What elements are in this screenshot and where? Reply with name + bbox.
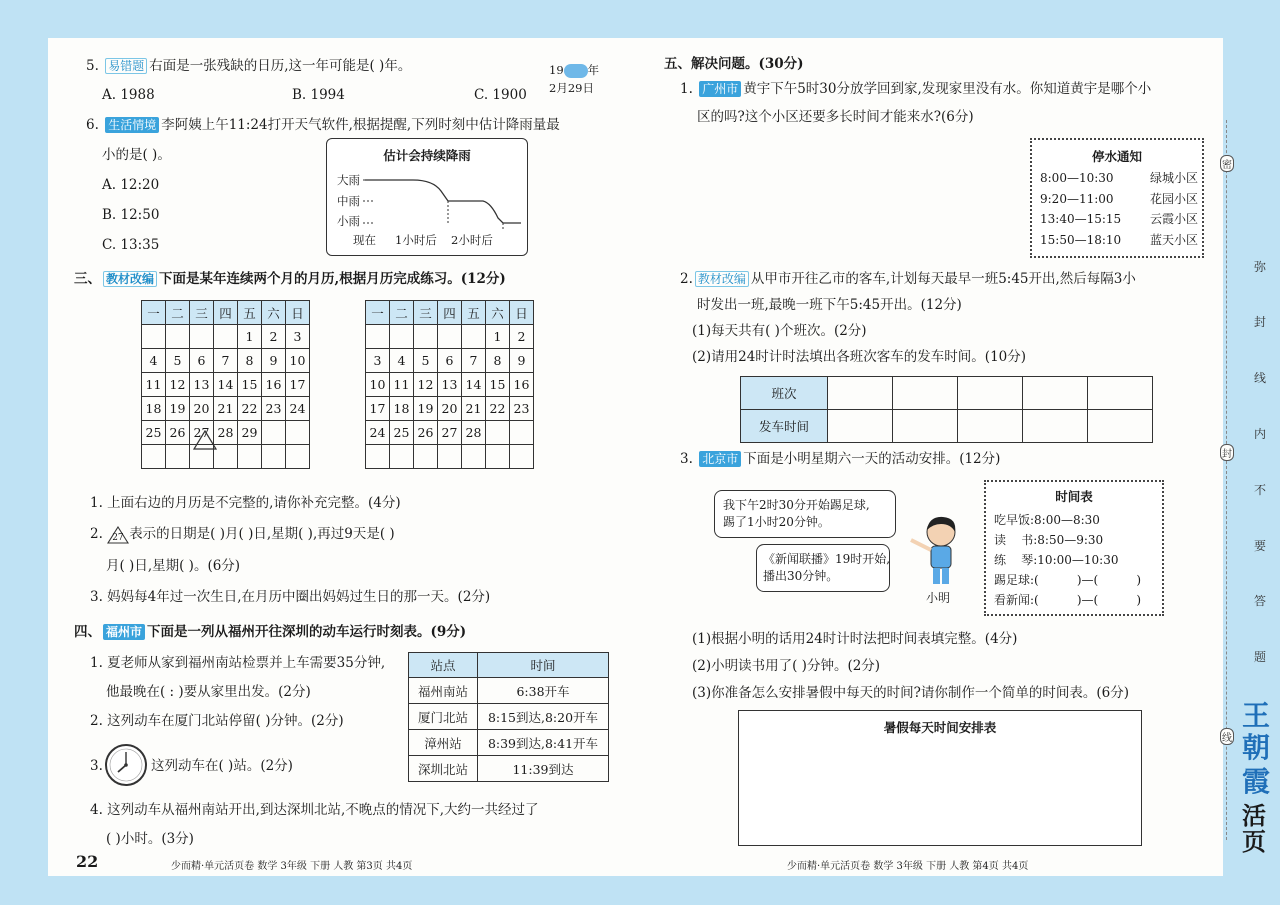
calendar-day-cell[interactable]: 22 <box>486 397 510 421</box>
calendar-day-cell[interactable]: 25 <box>142 421 166 445</box>
weekday-header: 二 <box>166 301 190 325</box>
calendar-day-cell[interactable] <box>214 325 238 349</box>
calendar-day-cell[interactable]: 18 <box>142 397 166 421</box>
calendar-day-cell[interactable]: 9 <box>262 349 286 373</box>
q6-line1 <box>86 116 560 134</box>
p3-sub1: (1)根据小明的话用24时计时法把时间表填完整。(4分) <box>692 631 1018 647</box>
calendar-day-cell[interactable] <box>238 445 262 469</box>
bus-row-label-trips: 班次 <box>741 377 828 410</box>
weekday-header: 六 <box>486 301 510 325</box>
calendar-day-cell[interactable]: 14 <box>462 373 486 397</box>
bus-cell[interactable] <box>828 410 893 443</box>
weekday-header: 五 <box>238 301 262 325</box>
water-notice-row <box>1040 209 1198 230</box>
calendar-day-cell[interactable]: 4 <box>142 349 166 373</box>
bus-schedule-table <box>740 376 1153 443</box>
bubble-football-text <box>723 497 870 531</box>
q5-option-a: A. 1988 <box>102 87 155 103</box>
calendar-day-cell[interactable]: 6 <box>438 349 462 373</box>
p2-line2: 时发出一班,最晚一班下午5:45开出。(12分) <box>697 297 962 313</box>
calendar-day-cell[interactable]: 11 <box>142 373 166 397</box>
section3-sub2-text: 表示的日期是( )月( )日,星期( ),再过9天是( ) <box>129 526 395 542</box>
timetable-header: 时间 <box>478 653 609 678</box>
q5-text: 右面是一张残缺的日历,这一年可能是( )年。 <box>149 58 412 74</box>
calendar-day-cell[interactable] <box>286 445 310 469</box>
water-notice-row <box>1040 230 1198 251</box>
q5-line <box>86 57 411 75</box>
calendar-day-cell[interactable] <box>366 325 390 349</box>
rain-curve <box>363 173 523 233</box>
calendar-day-cell[interactable] <box>142 325 166 349</box>
brand-char: 朝 <box>1242 731 1271 764</box>
timetable-cell: 11:39到达 <box>478 756 609 782</box>
clock-icon <box>104 743 148 787</box>
section4-tag: 福州市 <box>103 624 145 640</box>
calendar-day-cell[interactable]: 27 <box>438 421 462 445</box>
section5-heading: 五、解决问题。(30分) <box>664 56 804 72</box>
seal-line-char: 封 <box>1254 315 1267 329</box>
torn-calendar-year: 19 <box>549 63 564 77</box>
bubble-football-line1: 我下午2时30分开始踢足球, <box>723 498 870 512</box>
torn-calendar <box>549 61 599 97</box>
calendar-day-cell[interactable]: 23 <box>510 397 534 421</box>
calendar-day-cell[interactable]: 24 <box>366 421 390 445</box>
p3-tag: 北京市 <box>699 451 741 467</box>
q6-option-b: B. 12:50 <box>102 207 160 223</box>
section4-q3-text: 这列动车在( )站。(2分) <box>151 758 293 774</box>
q6-option-a: A. 12:20 <box>102 177 160 193</box>
schedule-row: 看新闻:( )—( ) <box>994 593 1142 607</box>
triangle-mark <box>193 430 217 450</box>
torn-calendar-date: 2月29日 <box>549 81 594 95</box>
speech-bubble-football <box>714 490 896 538</box>
calendar-day-cell[interactable] <box>390 325 414 349</box>
weekday-header: 日 <box>286 301 310 325</box>
brand-char: 页 <box>1242 827 1266 856</box>
weekday-header: 四 <box>438 301 462 325</box>
calendar-day-cell[interactable]: 7 <box>462 349 486 373</box>
section4-q3 <box>90 757 103 775</box>
weekday-header: 六 <box>262 301 286 325</box>
rain-y-label-heavy: 大雨 <box>337 173 360 187</box>
section4-q1-line1: 1. 夏老师从家到福州南站检票并上车需要35分钟, <box>90 655 386 671</box>
bubble-news-line2: 播出30分钟。 <box>763 569 839 583</box>
bus-cell[interactable] <box>1088 377 1153 410</box>
water-notice-row <box>1040 189 1198 210</box>
notice-time: 9:20—11:00 <box>1040 191 1114 206</box>
calendar-day-cell[interactable]: 5 <box>166 349 190 373</box>
seal-mark: 线 <box>1220 728 1234 745</box>
schedule-row: 踢足球:( )—( ) <box>994 573 1142 587</box>
q5-number: 5. <box>86 58 99 74</box>
calendar-day-cell[interactable] <box>390 445 414 469</box>
section4-q4-line1: 4. 这列动车从福州南站开出,到达深圳北站,不晚点的情况下,大约一共经过了 <box>90 802 539 818</box>
rain-x-label-1h: 1小时后 <box>395 233 437 247</box>
notice-community: 绿城小区 <box>1149 171 1198 185</box>
bus-cell[interactable] <box>893 377 958 410</box>
section3-sub2-num: 2. <box>90 526 103 542</box>
notice-time: 15:50—18:10 <box>1040 232 1122 247</box>
torn-patch <box>564 64 588 78</box>
calendar-day-cell[interactable]: 1 <box>486 325 510 349</box>
bus-cell[interactable] <box>1088 410 1153 443</box>
q6-line2: 小的是( )。 <box>102 147 171 163</box>
triangle-number: 27 <box>112 532 124 543</box>
calendar-day-cell[interactable]: 24 <box>286 397 310 421</box>
footer-right: 少而精·单元活页卷 数学 3年级 下册 人教 第4页 共4页 <box>787 861 1029 872</box>
section4-number: 四、 <box>74 624 101 640</box>
calendar-day-cell[interactable] <box>510 421 534 445</box>
daily-schedule-title: 时间表 <box>1055 489 1093 504</box>
calendar-day-cell[interactable] <box>414 325 438 349</box>
p3-sub2: (2)小明读书用了( )分钟。(2分) <box>692 658 881 674</box>
speech-bubble-news <box>756 544 890 592</box>
calendar-day-cell[interactable]: 23 <box>262 397 286 421</box>
rain-x-label-2h: 2小时后 <box>451 233 493 247</box>
water-notice-row <box>1040 168 1198 189</box>
notice-time: 13:40—15:15 <box>1040 212 1122 226</box>
water-notice-title: 停水通知 <box>1091 149 1142 164</box>
notice-community: 蓝天小区 <box>1149 232 1198 247</box>
calendar-day-cell[interactable]: 20 <box>190 397 214 421</box>
calendar-day-cell[interactable]: 12 <box>414 373 438 397</box>
brand-char: 王 <box>1242 699 1271 732</box>
calendar-day-cell[interactable]: 17 <box>286 373 310 397</box>
weekday-header: 三 <box>414 301 438 325</box>
section3-number: 三、 <box>74 271 101 287</box>
boy-name: 小明 <box>926 591 951 605</box>
weekday-header: 一 <box>366 301 390 325</box>
calendar-day-cell[interactable]: 22 <box>238 397 262 421</box>
p2-sub2: (2)请用24时计时法填出各班次客车的发车时间。(10分) <box>692 349 1027 365</box>
brand-char: 活 <box>1242 801 1266 830</box>
schedule-row: 读 书:8:50—9:30 <box>994 533 1104 547</box>
timetable-cell: 8:15到达,8:20开车 <box>478 704 609 730</box>
seal-line-char: 要 <box>1254 539 1267 553</box>
section4-q4-line2: ( )小时。(3分) <box>106 831 194 847</box>
timetable-cell: 厦门北站 <box>409 704 478 730</box>
summer-schedule-box[interactable] <box>738 710 1142 846</box>
p1-line2: 区的吗?这个小区还要多长时间才能来水?(6分) <box>697 109 974 125</box>
calendar-day-cell[interactable]: 12 <box>166 373 190 397</box>
weekday-header: 三 <box>190 301 214 325</box>
seal-line-char: 题 <box>1254 650 1267 664</box>
section3-tag: 教材改编 <box>103 271 157 287</box>
footer-left: 少而精·单元活页卷 数学 3年级 下册 人教 第3页 共4页 <box>171 861 413 872</box>
p2-sub1: (1)每天共有( )个班次。(2分) <box>692 323 867 339</box>
section3-sub2-cont: 月( )日,星期( )。(6分) <box>106 558 241 574</box>
weekday-header: 五 <box>462 301 486 325</box>
train-timetable <box>408 652 609 782</box>
p3-number: 3. <box>680 451 693 467</box>
calendar-day-cell[interactable]: 3 <box>366 349 390 373</box>
section3-heading <box>74 270 506 288</box>
section3-sub2 <box>90 525 395 544</box>
page-number-left: 22 <box>76 852 99 871</box>
seal-line-char: 答 <box>1254 594 1267 608</box>
weekday-header: 二 <box>390 301 414 325</box>
timetable-cell: 6:38开车 <box>478 678 609 704</box>
calendar-day-cell[interactable] <box>486 445 510 469</box>
calendar-day-cell[interactable]: 9 <box>510 349 534 373</box>
calendar-day-cell[interactable] <box>190 325 214 349</box>
notice-community: 云霞小区 <box>1149 212 1198 226</box>
p2-tag: 教材改编 <box>695 271 749 287</box>
calendar-day-cell[interactable] <box>438 445 462 469</box>
p2-number: 2. <box>680 271 693 287</box>
calendar-day-cell[interactable]: 11 <box>390 373 414 397</box>
section3-text: 下面是某年连续两个月的月历,根据月历完成练习。(12分) <box>159 271 506 287</box>
calendar-day-cell[interactable]: 21 <box>462 397 486 421</box>
calendar-day-cell[interactable]: 3 <box>286 325 310 349</box>
section4-heading <box>74 623 466 641</box>
calendar-day-cell[interactable]: 5 <box>414 349 438 373</box>
section4-q1-line2: 他最晚在( : )要从家里出发。(2分) <box>106 684 311 700</box>
calendar-day-cell[interactable]: 18 <box>390 397 414 421</box>
q6-number: 6. <box>86 117 99 133</box>
seal-line-char: 线 <box>1254 371 1267 385</box>
bus-cell[interactable] <box>958 410 1023 443</box>
timetable-cell: 漳州站 <box>409 730 478 756</box>
timetable-cell: 深圳北站 <box>409 756 478 782</box>
calendar-day-cell[interactable]: 13 <box>438 373 462 397</box>
calendar-day-cell[interactable]: 10 <box>286 349 310 373</box>
calendar-day-cell[interactable]: 21 <box>214 397 238 421</box>
bus-cell[interactable] <box>828 377 893 410</box>
calendar-day-cell[interactable]: 6 <box>190 349 214 373</box>
brand-char: 霞 <box>1242 765 1271 798</box>
calendar-day-cell[interactable]: 16 <box>510 373 534 397</box>
calendar-day-cell[interactable] <box>366 445 390 469</box>
seal-line-char: 不 <box>1254 483 1267 497</box>
calendar-day-cell[interactable]: 27 <box>190 421 214 445</box>
calendar-day-cell[interactable]: 17 <box>366 397 390 421</box>
p1-text: 黄宇下午5时30分放学回到家,发现家里没有水。你知道黄宇是哪个小 <box>743 81 1152 97</box>
rain-x-label-now: 现在 <box>353 233 376 247</box>
q5-option-b: B. 1994 <box>292 87 345 103</box>
triangle-icon <box>107 526 129 544</box>
section3-sub3: 3. 妈妈每4年过一次生日,在月历中圈出妈妈过生日的那一天。(2分) <box>90 589 491 605</box>
calendar-day-cell[interactable] <box>142 445 166 469</box>
calendar-right <box>365 300 534 469</box>
schedule-row: 练 琴:10:00—10:30 <box>994 553 1119 567</box>
p1-number: 1. <box>680 81 693 97</box>
calendar-day-cell[interactable]: 4 <box>390 349 414 373</box>
p3-line <box>680 450 1000 468</box>
rain-chart-title: 估计会持续降雨 <box>383 148 471 163</box>
calendar-day-cell[interactable]: 1 <box>238 325 262 349</box>
calendar-day-cell[interactable]: 13 <box>190 373 214 397</box>
calendar-day-cell[interactable]: 2 <box>510 325 534 349</box>
torn-calendar-year-suffix: 年 <box>587 63 600 77</box>
seal-line-char: 内 <box>1254 427 1267 441</box>
notice-community: 花园小区 <box>1149 191 1198 206</box>
calendar-day-cell[interactable] <box>166 325 190 349</box>
weekday-header: 一 <box>142 301 166 325</box>
calendar-day-cell[interactable]: 10 <box>366 373 390 397</box>
rain-chart <box>326 138 528 256</box>
calendar-day-cell[interactable]: 26 <box>166 421 190 445</box>
calendar-day-cell[interactable]: 14 <box>214 373 238 397</box>
calendar-day-cell[interactable] <box>262 421 286 445</box>
calendar-day-cell[interactable]: 7 <box>214 349 238 373</box>
section4-q2: 2. 这列动车在厦门北站停留( )分钟。(2分) <box>90 713 344 729</box>
weekday-header: 四 <box>214 301 238 325</box>
section4-text: 下面是一列从福州开往深圳的动车运行时刻表。(9分) <box>147 624 467 640</box>
p3-sub3: (3)你准备怎么安排暑假中每天的时间?请你制作一个简单的时间表。(6分) <box>692 685 1129 701</box>
boy-illustration <box>905 512 969 586</box>
daily-schedule <box>984 480 1164 616</box>
seal-line-char: 弥 <box>1254 260 1267 274</box>
rain-y-label-light: 小雨 <box>337 214 360 228</box>
calendar-day-cell[interactable] <box>414 445 438 469</box>
q6-text: 李阿姨上午11:24打开天气软件,根据提醒,下列时刻中估计降雨量最 <box>161 117 560 133</box>
calendar-left <box>141 300 310 469</box>
calendar-day-cell[interactable]: 20 <box>438 397 462 421</box>
calendar-day-cell[interactable]: 25 <box>390 421 414 445</box>
daily-schedule-rows <box>994 510 1141 610</box>
p1-line1 <box>680 80 1151 98</box>
timetable-cell: 8:39到达,8:41开车 <box>478 730 609 756</box>
calendar-day-cell[interactable]: 26 <box>414 421 438 445</box>
calendar-day-cell[interactable]: 15 <box>238 373 262 397</box>
calendar-day-cell[interactable] <box>166 445 190 469</box>
p2-text: 从甲市开往乙市的客车,计划每天最早一班5:45开出,然后每隔3小 <box>750 271 1136 287</box>
calendar-day-cell[interactable]: 15 <box>486 373 510 397</box>
seal-mark: 密 <box>1220 155 1234 172</box>
bus-cell[interactable] <box>958 377 1023 410</box>
calendar-day-cell[interactable] <box>262 445 286 469</box>
calendar-day-cell[interactable]: 29 <box>238 421 262 445</box>
q5-tag: 易错题 <box>105 58 147 74</box>
calendar-day-cell[interactable]: 19 <box>166 397 190 421</box>
bus-row-label-time: 发车时间 <box>741 410 828 443</box>
bubble-football-line2: 踢了1小时20分钟。 <box>723 515 830 529</box>
calendar-day-cell[interactable]: 8 <box>486 349 510 373</box>
bus-cell[interactable] <box>1023 410 1088 443</box>
q5-option-c: C. 1900 <box>474 87 527 103</box>
schedule-row: 吃早饭:8:00—8:30 <box>994 513 1100 527</box>
p2-line1 <box>680 270 1136 288</box>
calendar-day-cell[interactable]: 28 <box>462 421 486 445</box>
p3-text: 下面是小明星期六一天的活动安排。(12分) <box>743 451 1001 467</box>
calendar-day-cell[interactable] <box>438 325 462 349</box>
bus-cell[interactable] <box>1023 377 1088 410</box>
calendar-day-cell[interactable] <box>462 445 486 469</box>
q6-option-c: C. 13:35 <box>102 237 160 253</box>
calendar-day-cell[interactable]: 16 <box>262 373 286 397</box>
p1-tag: 广州市 <box>699 81 741 97</box>
bubble-news-text <box>763 551 890 585</box>
calendar-day-cell[interactable] <box>214 445 238 469</box>
timetable-header: 站点 <box>409 653 478 678</box>
summer-schedule-title: 暑假每天时间安排表 <box>883 720 997 735</box>
q6-tag: 生活情境 <box>105 117 159 133</box>
weekday-header: 日 <box>510 301 534 325</box>
calendar-day-cell[interactable]: 19 <box>414 397 438 421</box>
section3-sub1: 1. 上面右边的月历是不完整的,请你补充完整。(4分) <box>90 495 401 511</box>
calendar-day-cell[interactable] <box>510 445 534 469</box>
water-notice-rows <box>1040 168 1198 250</box>
calendar-day-cell[interactable]: 2 <box>262 325 286 349</box>
notice-time: 8:00—10:30 <box>1040 171 1114 185</box>
rain-y-label-medium: 中雨 <box>337 194 360 208</box>
bus-cell[interactable] <box>893 410 958 443</box>
calendar-day-cell[interactable]: 28 <box>214 421 238 445</box>
calendar-day-cell[interactable] <box>462 325 486 349</box>
seal-mark: 封 <box>1220 444 1234 461</box>
water-notice <box>1030 138 1204 258</box>
bubble-news-line1: 《新闻联播》19时开始, <box>763 552 891 566</box>
timetable-cell: 福州南站 <box>409 678 478 704</box>
calendar-day-cell[interactable] <box>286 421 310 445</box>
calendar-day-cell[interactable]: 8 <box>238 349 262 373</box>
section4-q3-num: 3. <box>90 758 103 774</box>
calendar-day-cell[interactable] <box>486 421 510 445</box>
